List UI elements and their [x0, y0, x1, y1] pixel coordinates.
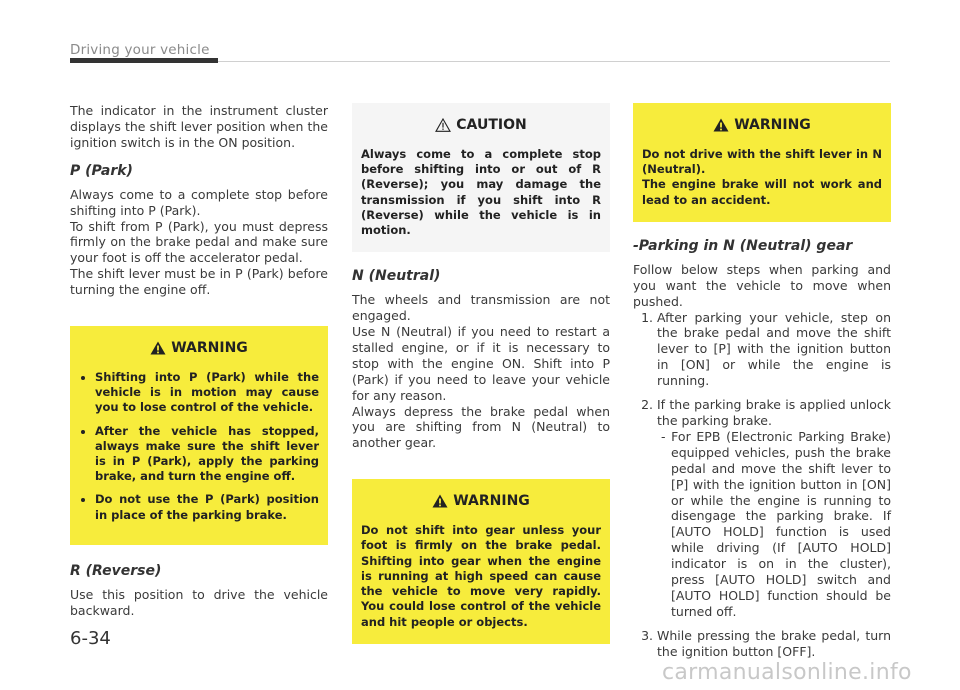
- warning-text: Do not shift into gear unless your foot is firmly on the brake pedal. Shifting into gear when the engine is running at high speed can cause the vehicle to move very rapidly. You could lose control of the vehicle and hit people or objects.: [361, 523, 601, 629]
- header-divider: [218, 61, 890, 62]
- warning-title-text: WARNING: [171, 340, 248, 357]
- reverse-paragraph: Use this position to drive the vehicle backward.: [70, 586, 328, 618]
- caution-box: [352, 103, 610, 252]
- page-number: 6-34: [70, 628, 111, 649]
- watermark: carmanualsonline.info: [662, 660, 912, 685]
- step-item: 3. While pressing the brake pedal, turn the ignition button [OFF].: [657, 628, 891, 660]
- parking-neutral-heading: -Parking in N (Neutral) gear: [633, 237, 853, 254]
- section-title: Driving your vehicle: [70, 42, 210, 58]
- parking-intro: Follow below steps when parking and you want the vehicle to move when pushed.: [633, 261, 891, 309]
- neutral-paragraph-3: Always depress the brake pedal when you are shifting from N (Neutral) to another gear.: [352, 403, 610, 451]
- warning-list: [79, 370, 319, 523]
- warning-title: [79, 340, 319, 356]
- park-paragraph-1: Always come to a complete stop before shifting into P (Park).: [70, 186, 328, 218]
- warning-item: • Do not use the P (Park) position in place of the parking brake.: [95, 492, 319, 522]
- step-2-text: 2. If the parking brake is applied unlock the parking brake.: [657, 397, 891, 428]
- warning-item: • Shifting into P (Park) while the vehicle is in motion may cause you to lose control of the vehicle.: [95, 370, 319, 416]
- warning-item: • After the vehicle has stopped, always make sure the shift lever is in P (Park), apply the parking brake, and turn the engine off.: [95, 424, 319, 485]
- warning-box-neutral-drive: [633, 103, 891, 222]
- warning-title-text: WARNING: [453, 493, 530, 510]
- caution-text: Always come to a complete stop before shifting into or out of R (Reverse); you may damage the transmission if you shift into R (Reverse) while the vehicle is in motion.: [361, 147, 601, 238]
- reverse-heading: R (Reverse): [70, 562, 162, 579]
- intro-paragraph: The indicator in the instrument cluster displays the shift lever position when the ignition switch is in the ON position.: [70, 103, 328, 150]
- warning-triangle-icon: [713, 118, 729, 132]
- park-heading: P (Park): [70, 162, 133, 179]
- column-middle: [352, 103, 610, 644]
- step-2-epb-note: - For EPB (Electronic Parking Brake) equipped vehicles, push the brake pedal and move the shift lever to [P] with the ignition button in [ON] or while the engine is running to disengage the parking brake. If [AUTO HOLD] function is used while driving (If [AUTO HOLD] indicator is on in the cluster), press [AUTO HOLD] switch and [AUTO HOLD] function should be turned off.: [661, 428, 891, 619]
- column-left: [70, 103, 328, 619]
- caution-title: [361, 117, 601, 133]
- warning-box-park: [70, 326, 328, 545]
- warning-title-text: WARNING: [734, 117, 811, 133]
- warning-title: [642, 117, 882, 133]
- caution-triangle-icon: [435, 118, 451, 132]
- caution-title-text: CAUTION: [456, 117, 527, 133]
- warning-triangle-icon: [150, 341, 166, 355]
- column-right: [633, 103, 891, 668]
- warning-text-line-1: Do not drive with the shift lever in N (Neutral).: [642, 147, 882, 177]
- warning-text-line-2: The engine brake will not work and lead to an accident.: [642, 177, 882, 207]
- neutral-paragraph-1: The wheels and transmission are not engaged.: [352, 292, 610, 324]
- neutral-heading: N (Neutral): [352, 268, 441, 285]
- header-rule: [70, 58, 218, 63]
- park-paragraph-2: To shift from P (Park), you must depress firmly on the brake pedal and make sure your foot is off the accelerator pedal.: [70, 218, 328, 266]
- neutral-paragraph-2: Use N (Neutral) if you need to restart a stalled engine, or if it is necessary to stop with the engine ON. Shift into P (Park) if you need to leave your vehicle for any reason.: [352, 324, 610, 403]
- park-paragraph-3: The shift lever must be in P (Park) before turning the engine off.: [70, 266, 328, 298]
- step-item: 1. After parking your vehicle, step on the brake pedal and move the shift lever to [P] with the ignition button in [ON] or while the engine is running.: [657, 310, 891, 390]
- warning-title: [361, 493, 601, 509]
- warning-box-neutral: [352, 479, 610, 643]
- warning-triangle-icon: [432, 494, 448, 508]
- parking-steps: [633, 310, 891, 660]
- step-item: [657, 397, 891, 620]
